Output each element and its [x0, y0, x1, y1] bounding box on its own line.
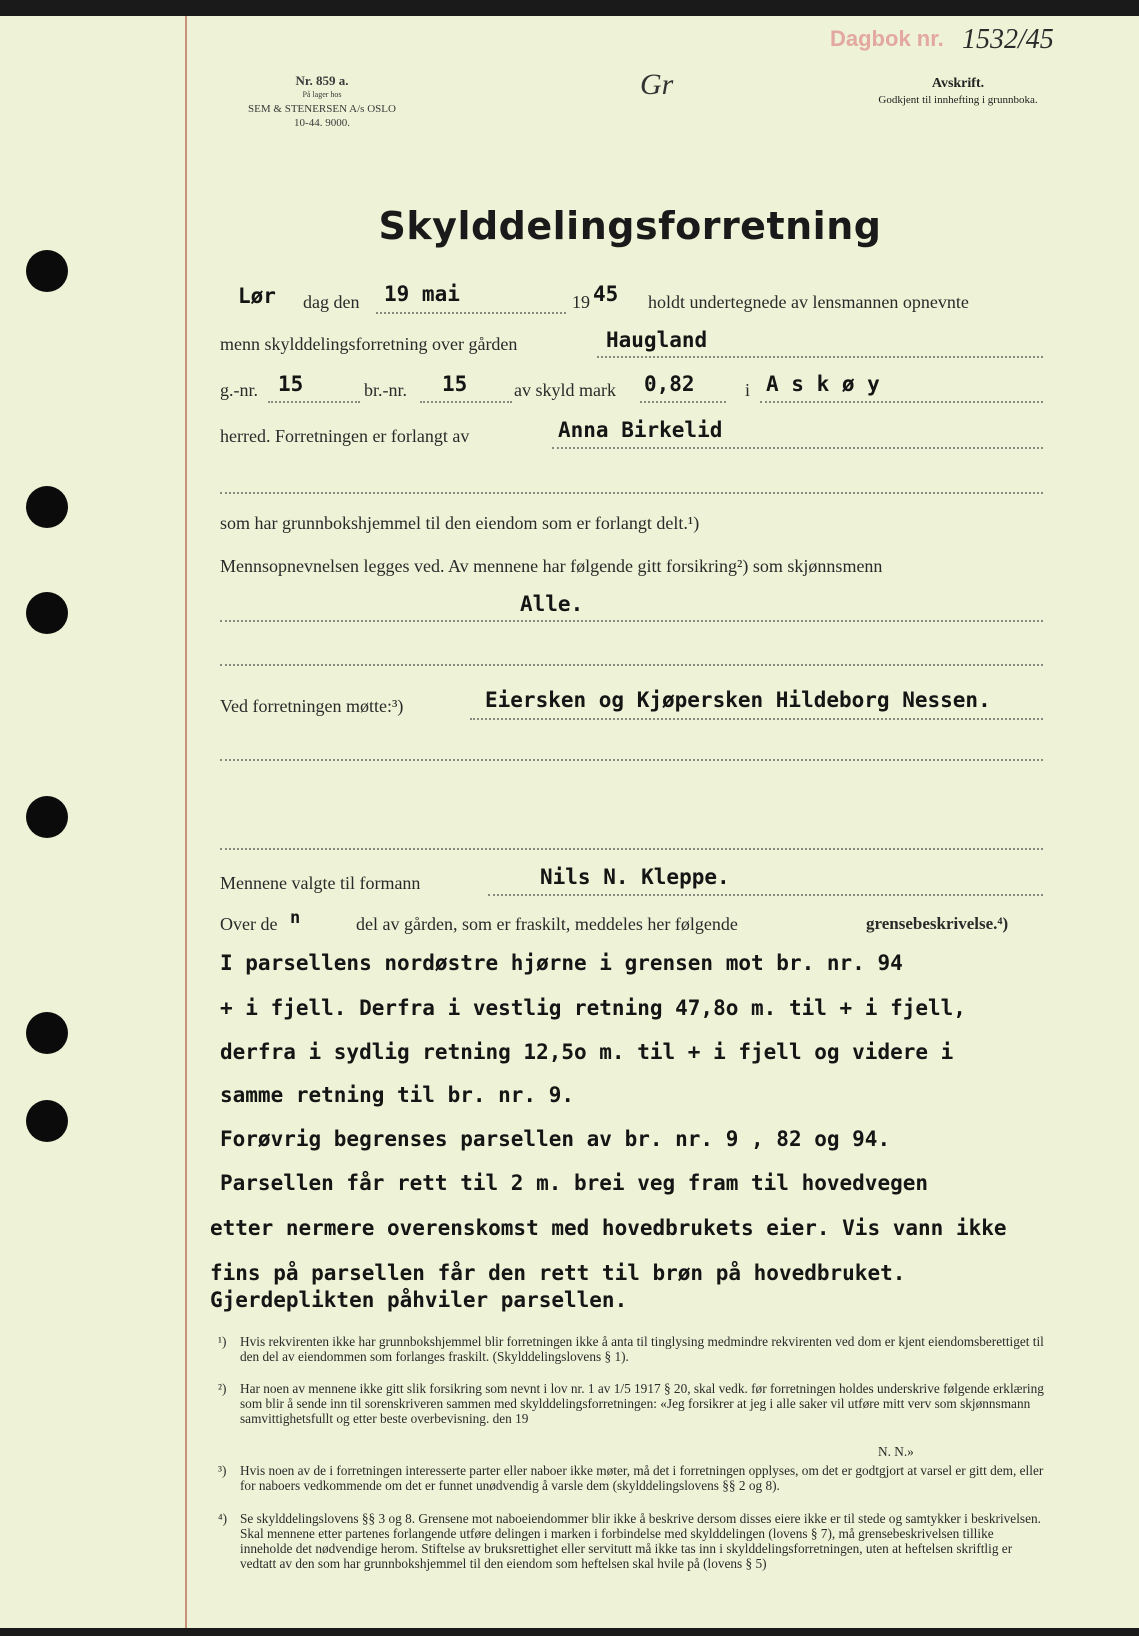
herred-dotted-line [760, 401, 1043, 403]
dagbok-number: 1532/45 [962, 24, 1054, 55]
boundary-line: Parsellen får rett til 2 m. brei veg fram til hovedvegen [220, 1171, 929, 1195]
printer-stamp [222, 74, 422, 130]
requester-field: Anna Birkelid [558, 418, 723, 442]
blank-dotted-line [220, 848, 1043, 850]
page-title: Skylddelingsforretning [378, 204, 882, 248]
document-page [0, 16, 1139, 1628]
i-label: i [745, 380, 751, 400]
skjonnsmenn-field: Alle. [520, 592, 584, 616]
avskrift-subtitle: Godkjent til innhefting i grunnboka. [878, 94, 1038, 106]
punch-hole [26, 1012, 68, 1054]
footnote-text: Hvis noen av de i forretningen interesserte parter eller naboer ikke møter, må det i forretningen opplyses, om det er godtgjort at varsel er gitt dem, eller for naboers vedkommende om det er funnet unødvendig å varsle dem (skylddelingslovens §§ 2 og 8). [240, 1463, 1044, 1493]
boundary-line: + i fjell. Derfra i vestlig retning 47,8o m. til + i fjell, [220, 996, 966, 1020]
gnr-label: g.-nr. [220, 380, 258, 400]
footnote-mark: ¹) [218, 1334, 227, 1349]
footnote [218, 1334, 1048, 1364]
motte-dotted-line [470, 718, 1043, 720]
over-de-label: Over de [220, 914, 278, 934]
punch-hole [26, 250, 68, 292]
punch-hole [26, 486, 68, 528]
boundary-line: etter nermere overenskomst med hovedbrukets eier. Vis vann ikke [210, 1216, 1007, 1240]
punch-hole [26, 796, 68, 838]
motte-label: Ved forretningen møtte:³) [220, 696, 404, 716]
blank-dotted-line [220, 759, 1043, 761]
stamp-pa-lager: På lager hos [302, 90, 342, 99]
skyld-dotted-line [640, 401, 726, 403]
punch-hole [26, 592, 68, 634]
footnote-mark: ⁴) [218, 1511, 228, 1526]
mennsopnevnelse-text: Mennsopnevnelsen legges ved. Av mennene har følgende gitt forsikring²) som skjønnsmenn [220, 556, 883, 576]
farm-dotted-line [597, 356, 1043, 358]
avskrift-title: Avskrift. [931, 76, 985, 91]
formann-dotted-line [488, 894, 1043, 896]
requester-dotted-line [552, 447, 1043, 449]
boundary-line: Gjerdeplikten påhviler parsellen. [210, 1288, 628, 1312]
stamp-print-run: 10-44. 9000. [294, 117, 350, 129]
stamp-firm: SEM & STENERSEN A/s OSLO [248, 103, 396, 115]
skyld-field: 0,82 [644, 372, 695, 396]
avskrift-block [848, 76, 1068, 108]
footnote-mark: ²) [218, 1381, 227, 1396]
boundary-line: I parsellens nordøstre hjørne i grensen mot br. nr. 94 [220, 951, 903, 975]
day-field: Lør [238, 284, 276, 308]
intro-text: holdt undertegnede av lensmannen opnevnte [648, 292, 969, 312]
blank-dotted-line [220, 664, 1043, 666]
requester-label: herred. Forretningen er forlangt av [220, 426, 470, 446]
dag-den-label: dag den [303, 292, 360, 312]
footnote [218, 1444, 1048, 1459]
grensebeskrivelse-label: grensebeskrivelse.⁴) [866, 914, 1009, 933]
margin-line [185, 16, 187, 1628]
year-field: 45 [593, 282, 619, 306]
punch-hole [26, 1100, 68, 1142]
over-de-suffix: n [290, 908, 301, 928]
farm-label: menn skylddelingsforretning over gården [220, 334, 518, 354]
form-number: Nr. 859 a. [295, 73, 349, 88]
dagbok-stamp: Dagbok nr. [830, 26, 944, 51]
grunnbok-text: som har grunnbokshjemmel til den eiendom som er forlangt delt.¹) [220, 513, 700, 533]
formann-label: Mennene valgte til formann [220, 873, 421, 893]
boundary-line: derfra i sydlig retning 12,5o m. til + i fjell og videre i [220, 1040, 954, 1064]
footnote-text: Har noen av mennene ikke gitt slik forsikring som nevnt i lov nr. 1 av 1/5 1917 § 20, skal vedk. før forretningen holdes underskrive følgende erklæring som blir å sende inn til sorenskriveren sammen med skylddelingsforretningen: «Jeg forsikrer at jeg i alle saker vil utføre mitt verv som skjønnsmann samvittighetsfullt og etter beste overbevisning. den 19 [240, 1381, 1044, 1426]
footnote-mark: ³) [218, 1463, 227, 1478]
footnote-text: Se skylddelingslovens §§ 3 og 8. Grensene mot naboeiendommer blir ikke å beskrive dersom disses eiere ikke er til stede og samtykker i beskrivelsen. Skal mennene etter partenes forlangende utføre delingen i marken i forbindelse med skylddelingen (lovens § 7), må grensebeskrivelsen tillike inneholde det nødvendige herom. Stiftelse av bruksrettighet eller servitutt må ikke tas inn i skylddelingsforretningen, uten at heftelsen skriftlig er vedtatt av den som har grunnbokshjemmel til den eiendom som heftelsen skal hvile på (lovens § 5) [240, 1511, 1041, 1571]
date-field: 19 mai [384, 282, 460, 306]
brnr-label: br.-nr. [364, 380, 407, 400]
gnr-field: 15 [278, 372, 304, 396]
boundary-line: Forøvrig begrenses parsellen av br. nr. 9 , 82 og 94. [220, 1127, 891, 1151]
initials-signature: Gr [640, 68, 674, 101]
skyld-label: av skyld mark [514, 380, 616, 400]
footnote-text: N. N.» [878, 1444, 914, 1459]
blank-dotted-line [220, 492, 1043, 494]
brnr-dotted-line [420, 401, 512, 403]
footnote-text: Hvis rekvirenten ikke har grunnbokshjemmel blir forretningen ikke å anta til tinglysing medmindre rekvirenten ved dom er kjent eiendomsberettiget til den del av eiendommen som forlanges fraskilt. (Skylddelingslovens § 1). [240, 1334, 1044, 1364]
date-dotted-line [376, 312, 566, 314]
skjonnsmenn-dotted-line [220, 620, 1043, 622]
fraskilt-text: del av gården, som er fraskilt, meddeles her følgende [356, 914, 738, 934]
farm-field: Haugland [606, 328, 708, 352]
gnr-dotted-line [268, 401, 360, 403]
herred-field: A s k ø y [766, 372, 880, 396]
brnr-field: 15 [442, 372, 468, 396]
formann-field: Nils N. Kleppe. [540, 865, 730, 889]
footnote [218, 1381, 1048, 1426]
footnote [218, 1463, 1048, 1493]
boundary-line: samme retning til br. nr. 9. [220, 1083, 575, 1107]
footnote [218, 1511, 1048, 1571]
year-prefix: 19 [572, 292, 590, 312]
motte-field: Eiersken og Kjøpersken Hildeborg Nessen. [485, 688, 991, 712]
boundary-line: fins på parsellen får den rett til brøn på hovedbruket. [210, 1261, 906, 1285]
